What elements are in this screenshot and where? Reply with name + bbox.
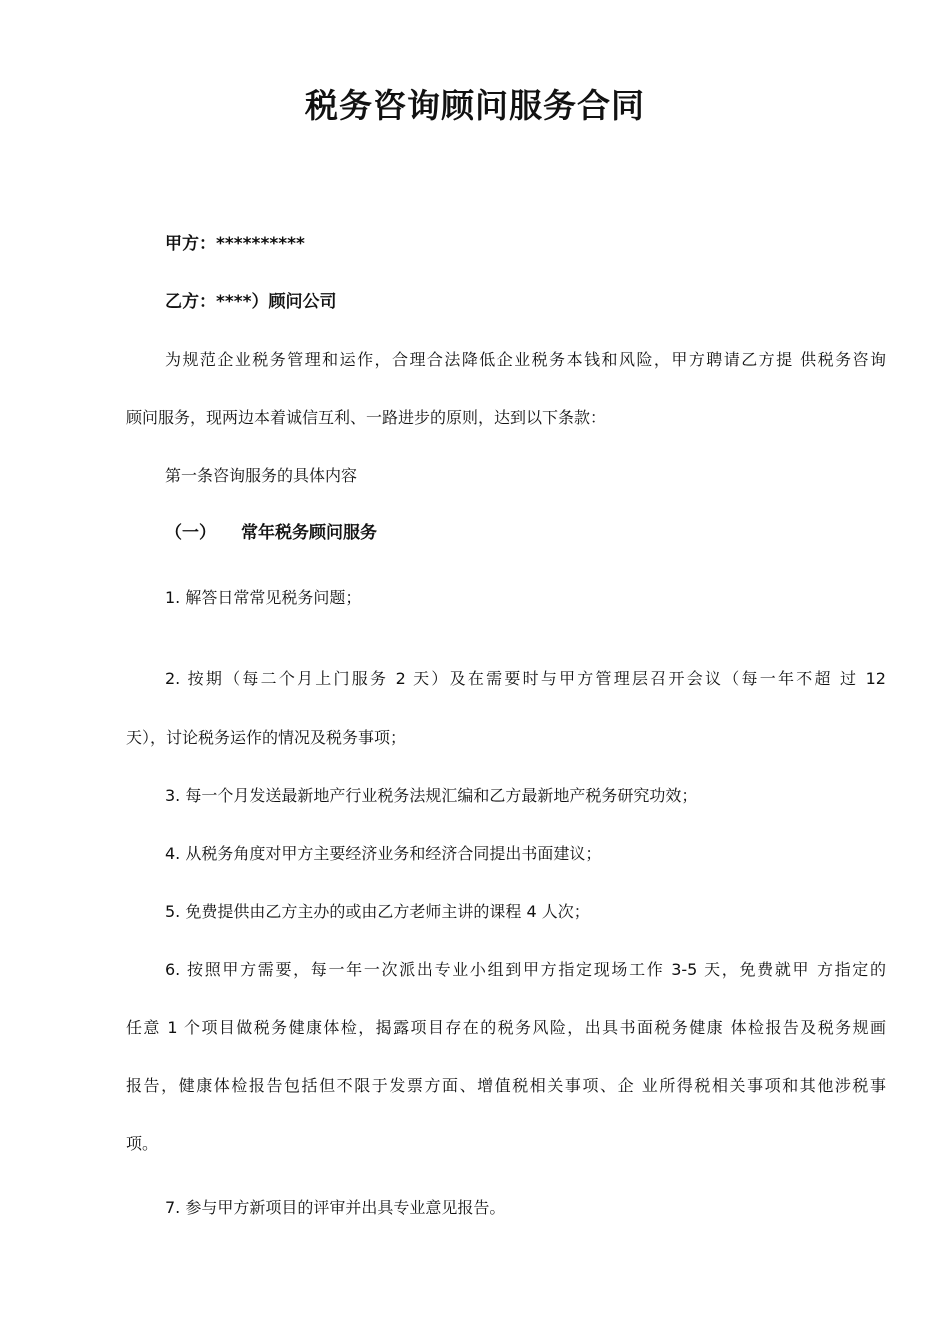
intro-paragraph-line-1: 为规范企业税务管理和运作，合理合法降低企业税务本钱和风险，甲方聘请乙方提 供税务咨询 bbox=[165, 350, 886, 369]
list-item-6-line-1: 6. 按照甲方需要，每一年一次派出专业小组到甲方指定现场工作 3-5 天，免费就甲 方指定的 bbox=[165, 960, 886, 979]
list-item-2-line-1: 2. 按期（每二个月上门服务 2 天）及在需要时与甲方管理层召开会议（每一年不超 过 12 bbox=[165, 669, 886, 688]
list-item-1: 1. 解答日常常见税务问题； bbox=[165, 588, 362, 607]
list-item-7: 7. 参与甲方新项目的评审并出具专业意见报告。 bbox=[165, 1198, 506, 1217]
party-a: 甲方：********** bbox=[165, 234, 305, 254]
party-b: 乙方：****）顾问公司 bbox=[165, 292, 337, 312]
list-item-4: 4. 从税务角度对甲方主要经济业务和经济合同提出书面建议； bbox=[165, 844, 602, 863]
list-item-5: 5. 免费提供由乙方主办的或由乙方老师主讲的课程 4 人次； bbox=[165, 902, 590, 921]
section-1-heading bbox=[165, 521, 886, 545]
section-1-number: （一） bbox=[165, 523, 216, 543]
list-item-2-line-2: 天），讨论税务运作的情况及税务事项； bbox=[126, 728, 407, 747]
list-item-6-line-2: 任意 1 个项目做税务健康体检，揭露项目存在的税务风险，出具书面税务健康 体检报告及税务规画 bbox=[126, 1018, 886, 1037]
section-1-title: 常年税务顾问服务 bbox=[241, 523, 377, 543]
intro-paragraph-line-2: 顾问服务，现两边本着诚信互利、一路进步的原则，达到以下条款： bbox=[126, 408, 607, 427]
document-title: 税务咨询顾问服务合同 bbox=[305, 86, 645, 125]
list-item-3: 3. 每一个月发送最新地产行业税务法规汇编和乙方最新地产税务研究功效； bbox=[165, 786, 698, 805]
list-item-6-line-3: 报告，健康体检报告包括但不限于发票方面、增值税相关事项、企 业所得税相关事项和其他涉税事 bbox=[126, 1076, 886, 1095]
article-1-heading: 第一条咨询服务的具体内容 bbox=[165, 466, 358, 485]
list-item-6-line-4: 项。 bbox=[126, 1134, 159, 1153]
